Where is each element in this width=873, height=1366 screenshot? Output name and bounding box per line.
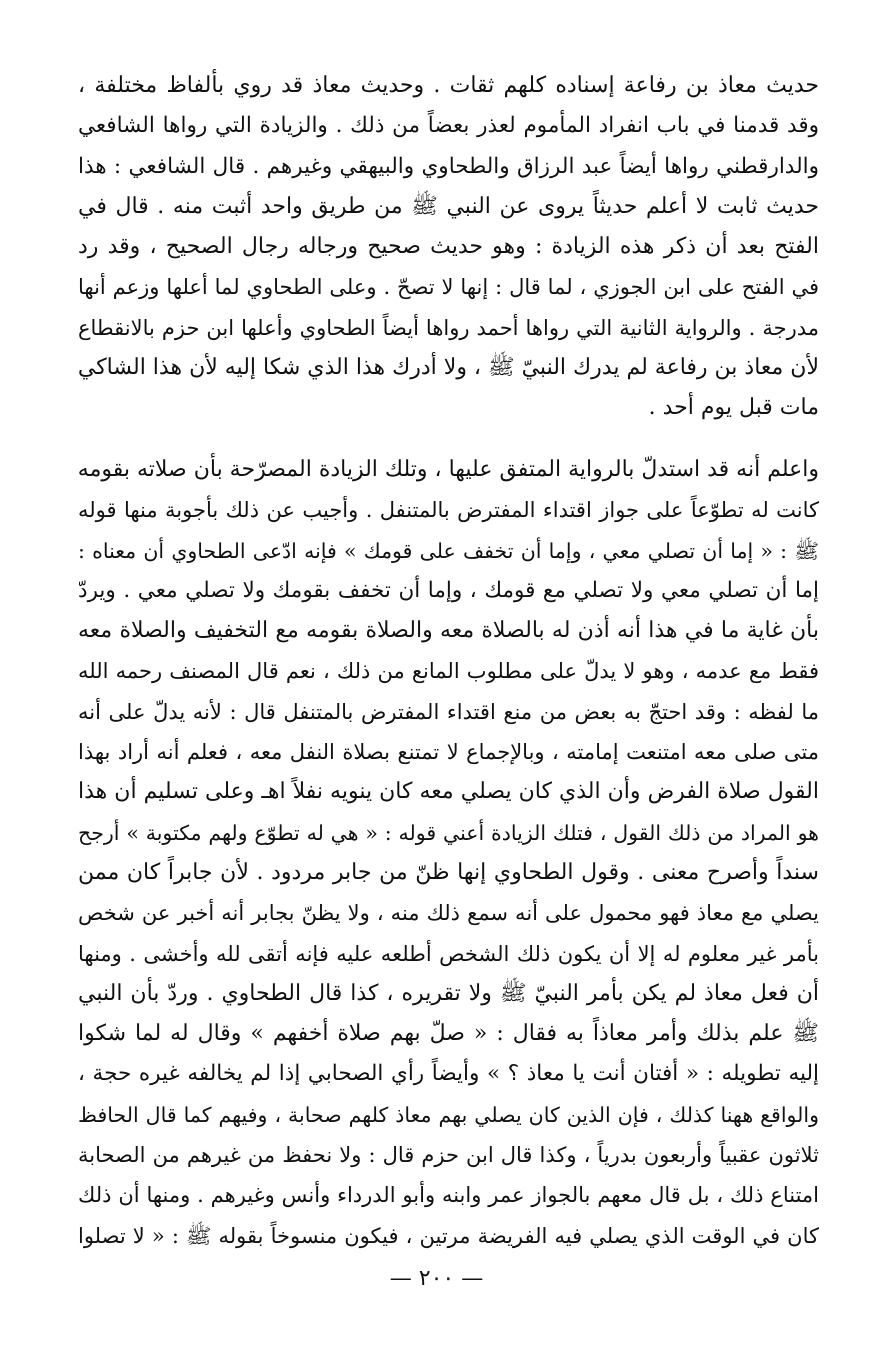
text-line: إما أن تصلي معي ولا تصلي مع قومك ، وإما أن تخفف بقومك ولا تصلي معي . ويردّ [78,577,819,603]
text-line: واعلم أنه قد استدلّ بالرواية المتفق عليها ، وتلك الزيادة المصرّحة بأن صلاته بقومه [77,457,819,482]
text-line: القول صلاة الفرض وأن الذي كان يصلي معه كان ينويه نفلاً اهـ وعلى تسليم أن هذا [78,779,819,805]
paragraph-2 [78,450,819,1256]
text-line: حديث ثابت لا أعلم حديثاً يروى عن النبي ﷺ من طريق واحد أثبت منه . قال في [78,193,819,219]
text-line: كانت له تطوّعاً على جواز اقتداء المفترض بالمتنفل . وأجيب عن ذلك بأجوبة منها قوله [78,498,819,523]
text-line: في الفتح على ابن الجوزي ، لما قال : إنها لا تصحّ . وعلى الطحاوي لما أعلها وزعم أنها [78,275,819,300]
text-line: والدارقطني رواها أيضاً عبد الرزاق والطحاوي والبيهقي وغيرهم . قال الشافعي : هذا [78,153,819,179]
text-line: أن فعل معاذ لم يكن بأمر النبيّ ﷺ ولا تقريره ، كذا قال الطحاوي . وردّ بأن النبي [78,980,819,1006]
paragraph-1 [78,66,819,429]
text-line: والواقع ههنا كذلك ، فإن الذين كان يصلي بهم معاذ كلهم صحابة ، وفيهم كما قال الحافظ [78,1102,819,1127]
text-line: يصلي مع معاذ فهو محمول على أنه سمع ذلك منه ، ولا يظنّ بجابر أنه أخبر عن شخص [78,901,819,926]
text-line: ﷺ علم بذلك وأمر معاذاً به فقال : « صلّ بهم صلاة أخفهم » وقال له لما شكوا [78,1021,819,1047]
text-line: حديث معاذ بن رفاعة إسناده كلهم ثقات . وحديث معاذ قد روي بألفاظ مختلفة ، [78,73,819,98]
text-line: فقط مع عدمه ، وهو لا يدلّ على مطلوب المانع من ذلك ، نعم قال المصنف رحمه الله [78,659,819,684]
text-line: امتناع ذلك ، بل قال معهم بالجواز عمر وابنه وأبو الدرداء وأنس وغيرهم . ومنها أن ذلك [78,1183,819,1208]
text-line: بأن غاية ما في هذا أنه أذن له بالصلاة معه والصلاة بقومه مع التخفيف والصلاة معه [78,618,819,644]
text-line: هو المراد من ذلك القول ، فتلك الزيادة أعني قوله : « هي له تطوّع ولهم مكتوبة » أرجح [78,820,819,845]
text-line: ما لفظه : وقد احتجّ به بعض من منع اقتداء المفترض بالمتنفل قال : لأنه يدلّ على أنه [78,699,819,724]
page-number: — ٢٠٠ — [389,1266,484,1291]
text-line: إليه تطويله : « أفتان أنت يا معاذ ؟ » وأيضاً رأي الصحابي إذا لم يخالفه غيره حجة ، [78,1061,819,1087]
text-line: مات قبل يوم أحد . [648,395,819,421]
text-line: الفتح بعد أن ذكر هذه الزيادة : وهو حديث صحيح ورجاله رجال الصحيح ، وقد رد [78,234,819,260]
text-line: ﷺ : « إما أن تصلي معي ، وإما أن تخفف على قومك » فإنه ادّعى الطحاوي أن معناه : [78,538,819,563]
text-line: متى صلى معه امتنعت إمامته ، وبالإجماع لا تمتنع بصلاة النفل معه ، فعلم أنه أراد بهذا [78,740,819,765]
text-line: ثلاثون عقبياً وأربعون بدرياً ، وكذا قال ابن حزم قال : ولا نحفظ من غيرهم من الصحابة [78,1143,819,1168]
text-line: كان في الوقت الذي يصلي فيه الفريضة مرتين ، فيكون منسوخاً بقوله ﷺ : « لا تصلوا [78,1223,819,1248]
text-line: وقد قدمنا في باب انفراد المأموم لعذر بعضاً من ذلك . والزيادة التي رواها الشافعي [78,113,819,139]
text-line: مدرجة . والرواية الثانية التي رواها أحمد رواها أيضاً الطحاوي وأعلها ابن حزم بالانقطاع [78,315,819,340]
text-line: لأن معاذ بن رفاعة لم يدرك النبيّ ﷺ ، ولا أدرك هذا الذي شكا إليه لأن هذا الشاكي [77,355,819,381]
text-line: سنداً وأصرح معنى . وقول الطحاوي إنها ظنّ من جابر مردود . لأن جابراً كان ممن [78,859,819,885]
text-line: بأمر غير معلوم له إلا أن يكون ذلك الشخص أطلعه عليه فإنه أتقى لله وأخشى . ومنها [78,941,819,966]
